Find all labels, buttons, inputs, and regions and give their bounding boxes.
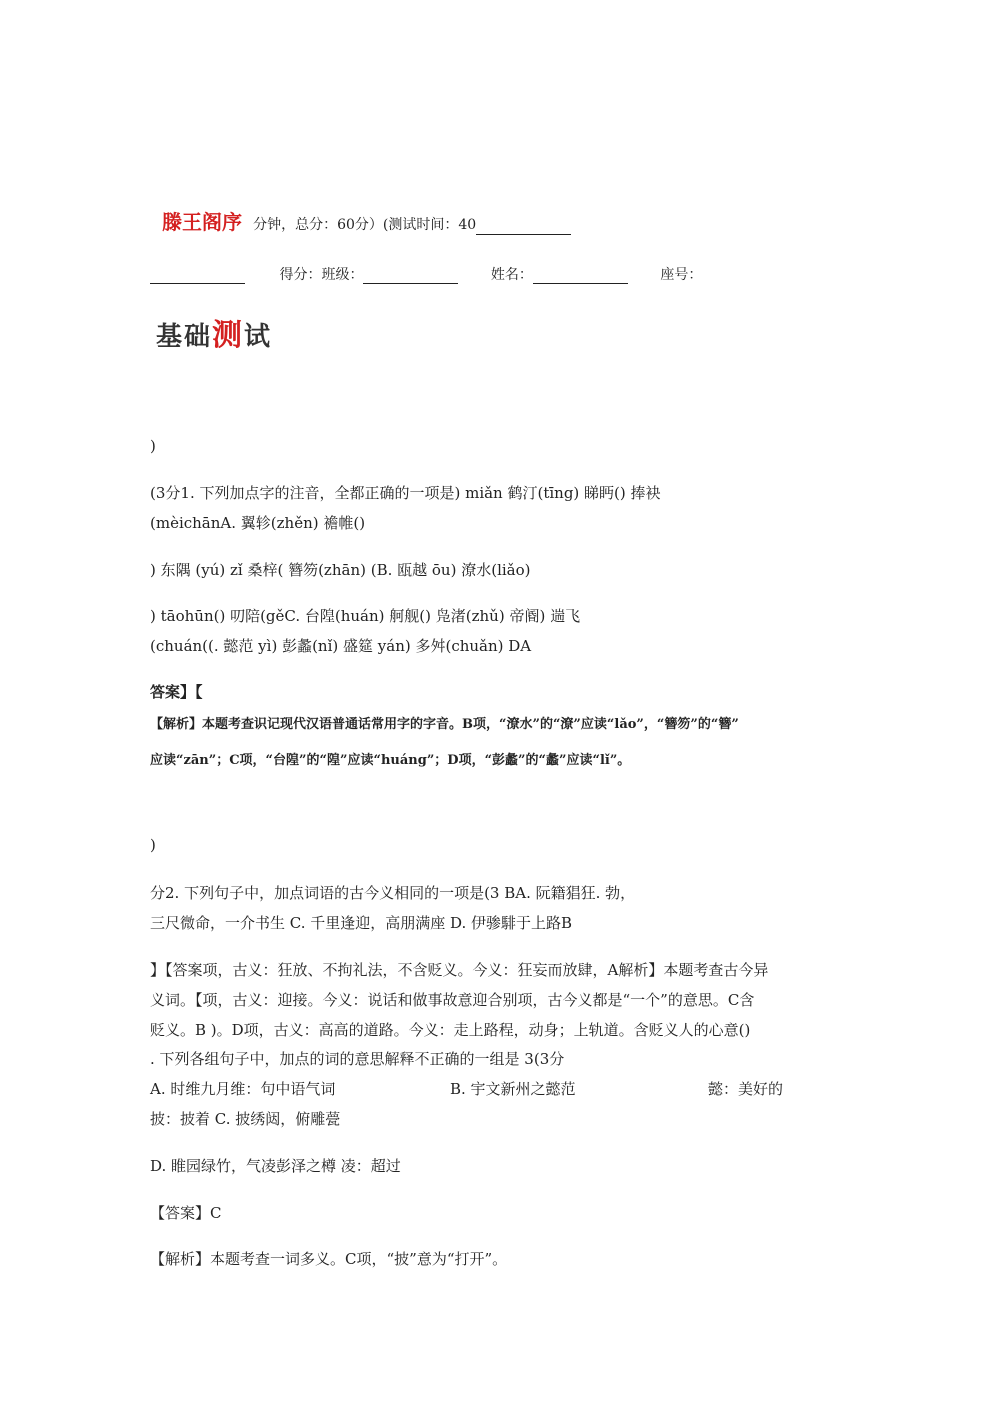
q1-line4: ) tāohūn() 叨陪(gěC. 台隍(huán) 舸舰() 凫渚(zhǔ) 帝阍) 遄飞: [150, 607, 581, 625]
q3-option-a: A. 时维九月维：句中语气词: [150, 1080, 336, 1098]
q1-line2: (mèichānA. 翼轸(zhěn) 襜帷(): [150, 514, 366, 532]
logo-part3: 试: [244, 322, 273, 352]
q3-option-c: 披：披着 C. 披绣闼，俯雕甍: [150, 1110, 341, 1128]
q2-line2: 三尺微命，一介书生 C. 千里逢迎，高朋满座 D. 伊骖騑于上路B: [150, 914, 573, 932]
q1-analysis-1: 【解析】本题考查识记现代汉语普通话常用字的字音。B项，“潦水”的“潦”应读“lǎo”，“簪笏”的“簪”: [150, 717, 739, 732]
q2-paren: ): [150, 836, 156, 854]
q3-answer: 【答案】C: [150, 1204, 222, 1222]
q1-line1: (3分1. 下列加点字的注音，全都正确的一项是) miǎn 鹤汀(tīng) 睇眄() 捧袂: [150, 484, 661, 502]
logo-part1: 基础: [156, 322, 213, 352]
section-logo: [156, 310, 272, 354]
q3-option-b-meaning: 懿：美好的: [708, 1080, 784, 1098]
header-row: [162, 206, 571, 235]
name-blank: [533, 267, 628, 284]
q2-answer-line2: 义词。【项，古义：迎接。今义：说话和做事故意迎合别项，古今义都是“一个”的意思。C含: [150, 991, 755, 1009]
info-row: [150, 264, 702, 284]
logo-part2: 测: [212, 318, 245, 353]
q1-paren: ): [150, 437, 156, 455]
q1-answer: 答案】【: [150, 683, 203, 701]
q1-line3: ) 东隅 (yú) zǐ 桑梓( 簪笏(zhān) (B. 瓯越 ōu) 潦水(liǎo): [150, 561, 531, 579]
name-label: 姓名：: [490, 267, 533, 283]
q2-line1: 分2. 下列句子中，加点词语的古今义相同的一项是(3 BA. 阮籍猖狂. 勃，: [150, 884, 636, 902]
class-blank: [363, 267, 458, 284]
score-label: 得分：班级：: [279, 267, 364, 283]
q2-answer-line3: 贬义。B )。D项，古义：高高的道路。今义：走上路程，动身；上轨道。含贬义人的心意(): [150, 1021, 751, 1039]
seat-label: 座号：: [660, 267, 703, 283]
q3-analysis: 【解析】本题考查一词多义。C项，“披”意为“打开”。: [150, 1250, 508, 1268]
test-meta: 分钟，总分：60分）(测试时间：40: [253, 217, 477, 233]
q3-option-d: D. 睢园绿竹，气凌彭泽之樽 凌：超过: [150, 1157, 401, 1175]
blank-1: [150, 267, 245, 284]
q1-line5: (chuán((. 懿范 yì) 彭蠡(nǐ) 盛筵 yán) 多舛(chuǎn) DA: [150, 637, 532, 655]
q1-analysis-2: 应读“zān”；C项，“台隍”的“隍”应读“huáng”；D项，“彭蠡”的“蠡”应读“lǐ”。: [150, 753, 631, 768]
q3-option-b: B. 宇文新州之懿范: [450, 1080, 576, 1098]
q2-answer-line4: . 下列各组句子中，加点的词的意思解释不正确的一组是 3(3分: [150, 1050, 565, 1068]
time-blank: [476, 218, 571, 235]
page-title: 滕王阁序: [162, 210, 242, 234]
q2-answer-line1: 】【答案项，古义：狂放、不拘礼法，不含贬义。今义：狂妄而放肆，A解析】本题考查古今异: [150, 961, 769, 979]
